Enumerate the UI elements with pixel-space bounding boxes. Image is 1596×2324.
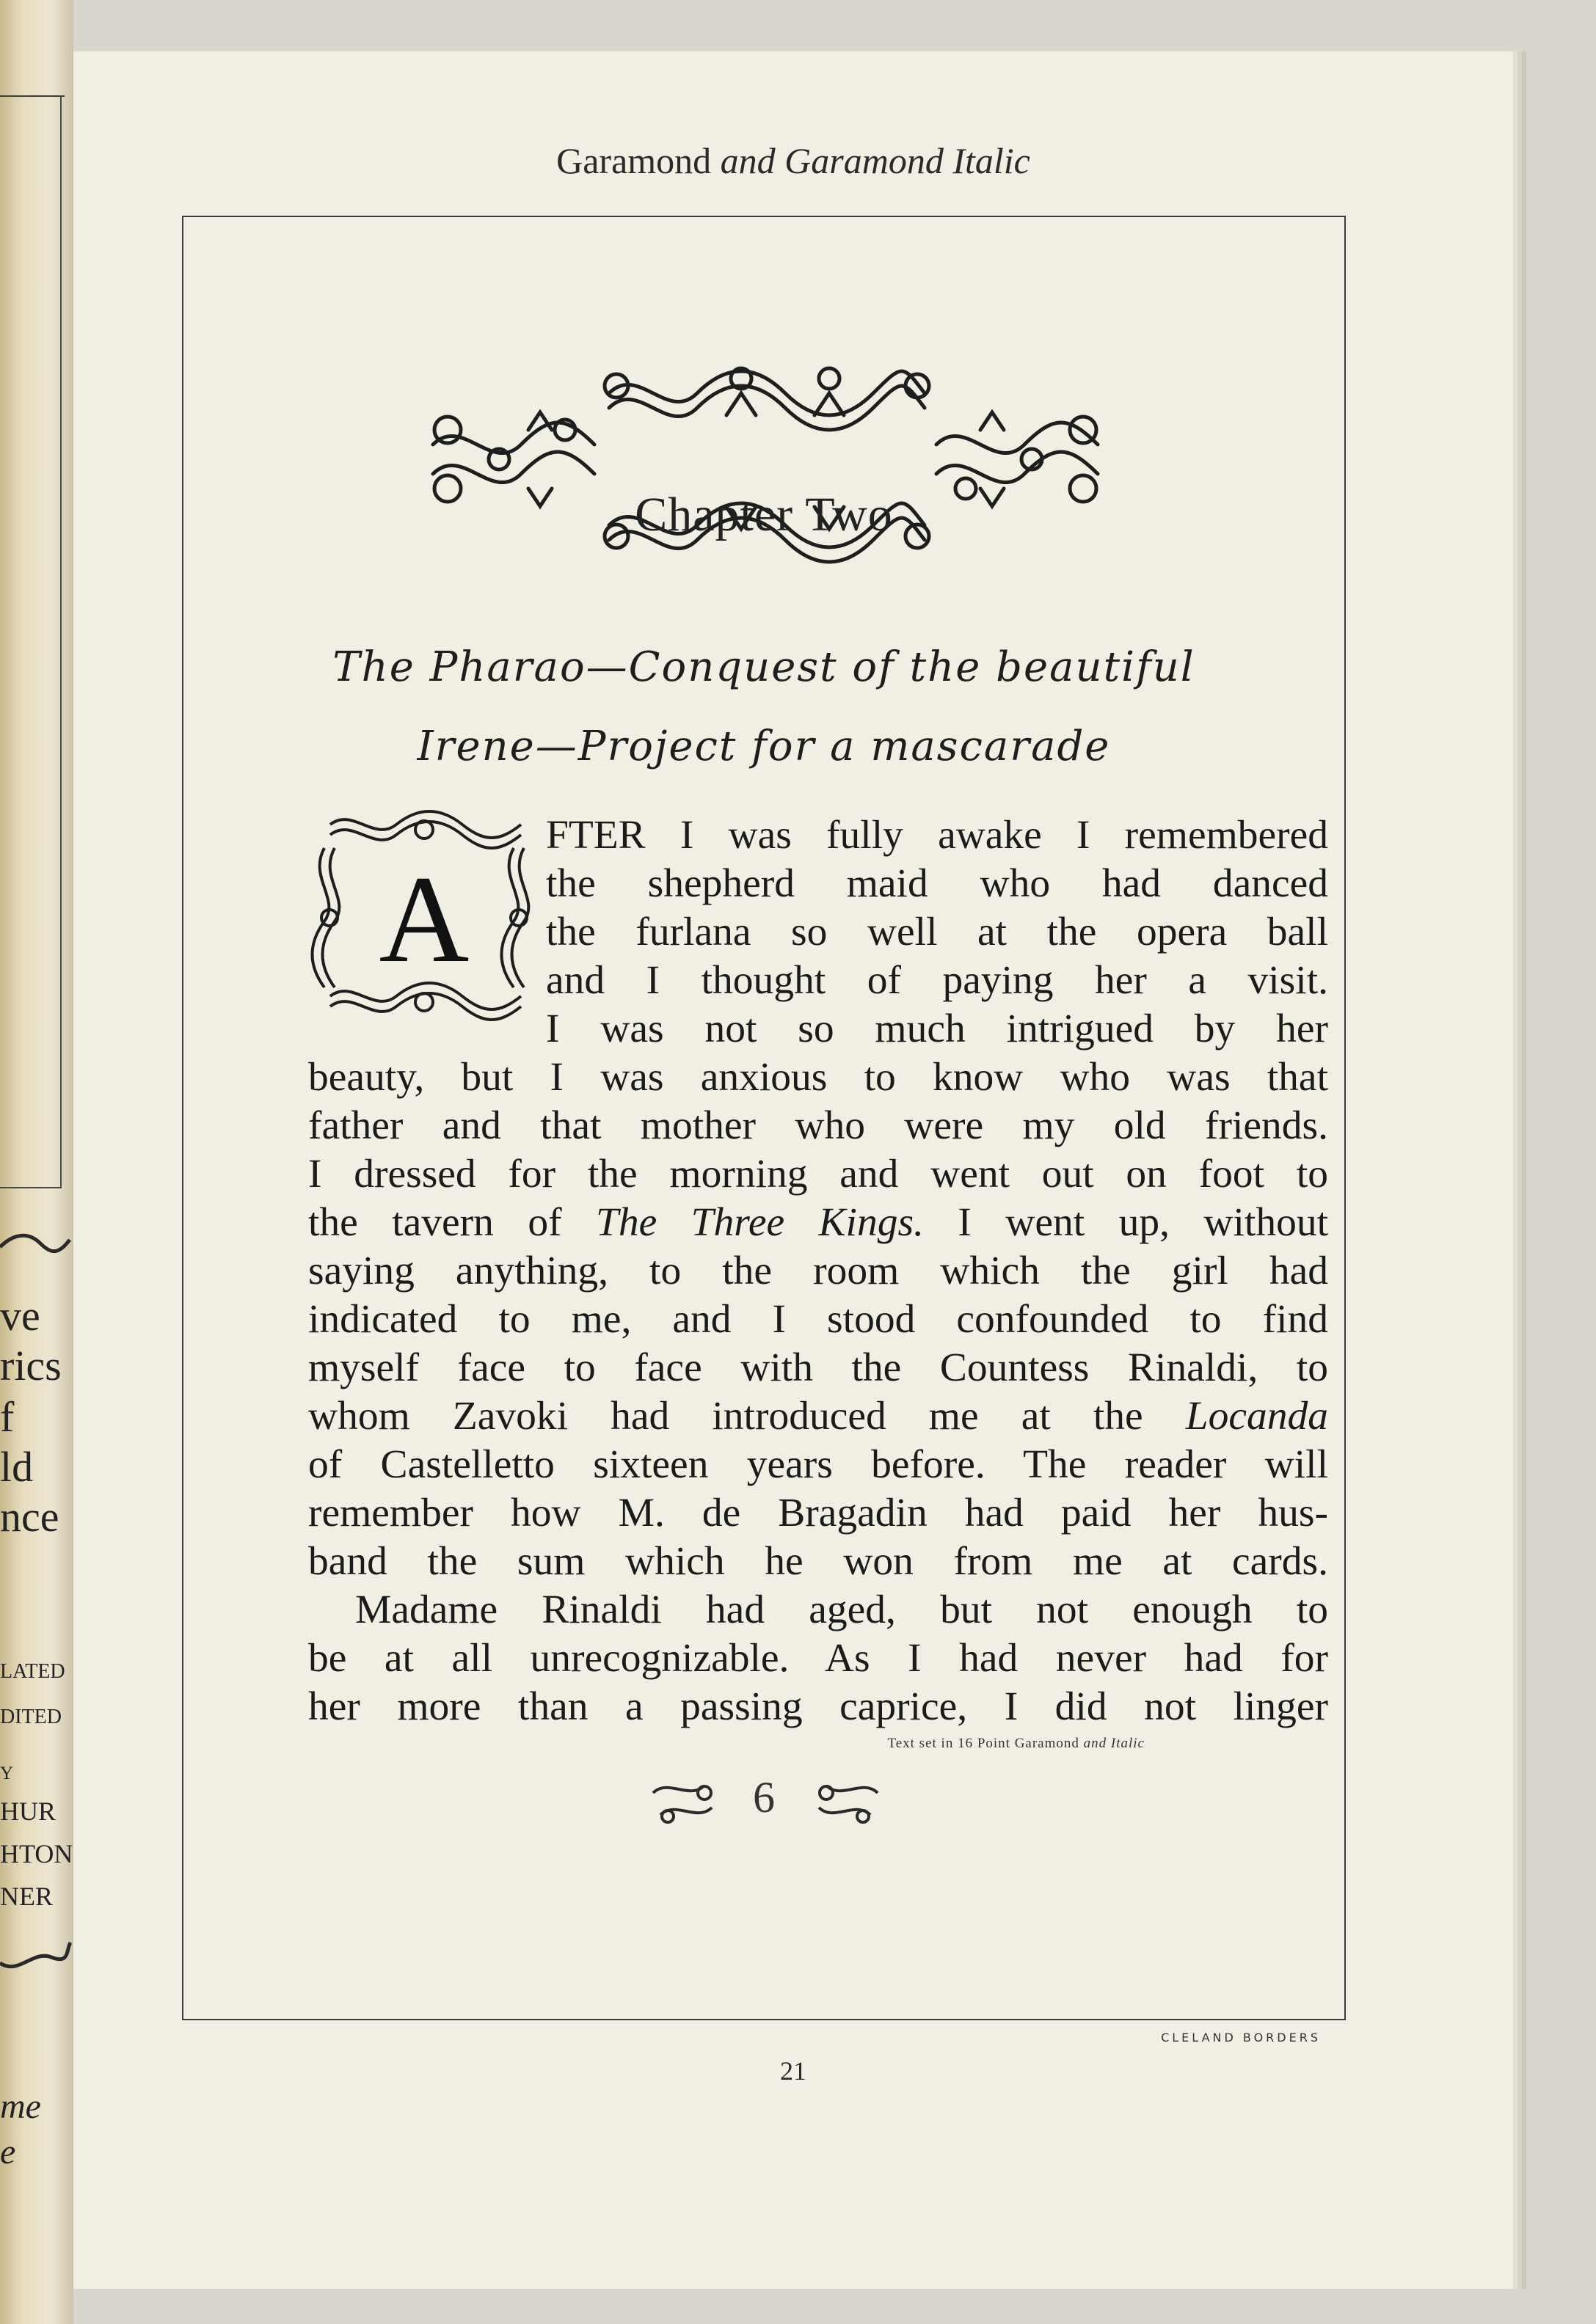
body-line: father and that mother who were my old friends.: [308, 1103, 1328, 1148]
body-line: the shepherd maid who had danced: [546, 861, 1328, 906]
body-line: saying anything, to the room which the girl had: [308, 1249, 1328, 1293]
running-head-italic: and Garamond Italic: [720, 140, 1030, 181]
chapter-subtitle-line: The Pharao—Conquest of the beautiful: [332, 643, 1195, 691]
border-credit: CLELAND BORDERS: [1161, 2031, 1321, 2045]
italic-title: The Three Kings.: [596, 1200, 924, 1245]
left-page-swash-ornament: [0, 1935, 73, 1979]
body-line: Madame Rinaldi had aged, but not enough to: [355, 1587, 1328, 1632]
left-page-fragment: NER: [0, 1882, 53, 1911]
left-page-fragment: f: [0, 1393, 15, 1441]
left-page-fragment: nce: [0, 1493, 59, 1541]
body-line: the furlana so well at the opera ball: [546, 910, 1328, 954]
body-line: FTER I was fully awake I remembered: [546, 813, 1328, 858]
body-line: the tavern of The Three Kings. I went up, without: [308, 1200, 1329, 1245]
left-page-fragment: e: [0, 2133, 16, 2171]
body-line: myself face to face with the Countess Rinaldi, to: [308, 1345, 1328, 1390]
folio-ornament-number: 6: [753, 1773, 775, 1821]
decorated-initial: [308, 804, 540, 1028]
body-line: I was not so much intrigued by her: [546, 1006, 1328, 1051]
chapter-subtitle: [183, 628, 1344, 786]
body-line: I dressed for the morning and went out on foot to: [308, 1152, 1328, 1196]
body-line: beauty, but I was anxious to know who was that: [308, 1055, 1328, 1100]
body-line: band the sum which he won from me at cards.: [308, 1539, 1328, 1584]
chapter-label: Chapter Two: [635, 488, 893, 541]
left-page-fragment: ld: [0, 1443, 34, 1491]
body-line: remember how M. de Bragadin had paid her hus-: [308, 1491, 1328, 1535]
body-line: indicated to me, and I stood confounded to find: [308, 1297, 1328, 1342]
left-page-fragment: HUR: [0, 1797, 57, 1826]
left-page-fragment: rics: [0, 1342, 62, 1389]
running-head: [73, 139, 1513, 182]
body-line: her more than a passing caprice, I did not linger: [308, 1684, 1328, 1729]
left-page-fragment: ve: [0, 1292, 40, 1340]
italic-place-name: Locanda: [1185, 1394, 1328, 1439]
type-specimen-note: Text set in 16 Point Garamond and Italic: [887, 1736, 1145, 1751]
left-page-swash-ornament: [0, 1218, 73, 1262]
body-line: and I thought of paying her a visit.: [546, 958, 1328, 1003]
page-border-frame: [182, 216, 1346, 2020]
left-page-fragment: lated: [0, 1651, 65, 1684]
left-page-rule: [0, 1187, 62, 1188]
left-page-rule: [0, 95, 65, 97]
running-head-roman: Garamond: [556, 140, 712, 181]
book-page: [73, 51, 1513, 2289]
initial-letter: A: [379, 850, 470, 988]
page-number: 21: [780, 2056, 806, 2086]
left-page-fragment: dited: [0, 1697, 62, 1730]
left-page-frame-rule: [60, 95, 62, 1188]
left-page-fragment: HTON: [0, 1839, 73, 1868]
body-line: whom Zavoki had introduced me at the Locanda: [308, 1394, 1328, 1439]
body-line: be at all unrecognizable. As I had never had for: [308, 1636, 1328, 1681]
chapter-subtitle-line: Irene—Project for a mascarade: [417, 723, 1111, 770]
left-page-fragment: me: [0, 2087, 41, 2126]
left-page-fragment: y: [0, 1755, 14, 1785]
left-facing-page-edge: [0, 0, 73, 2324]
body-line: of Castelletto sixteen years before. The reader will: [308, 1442, 1328, 1487]
first-word-small-caps: FTER: [546, 813, 646, 858]
